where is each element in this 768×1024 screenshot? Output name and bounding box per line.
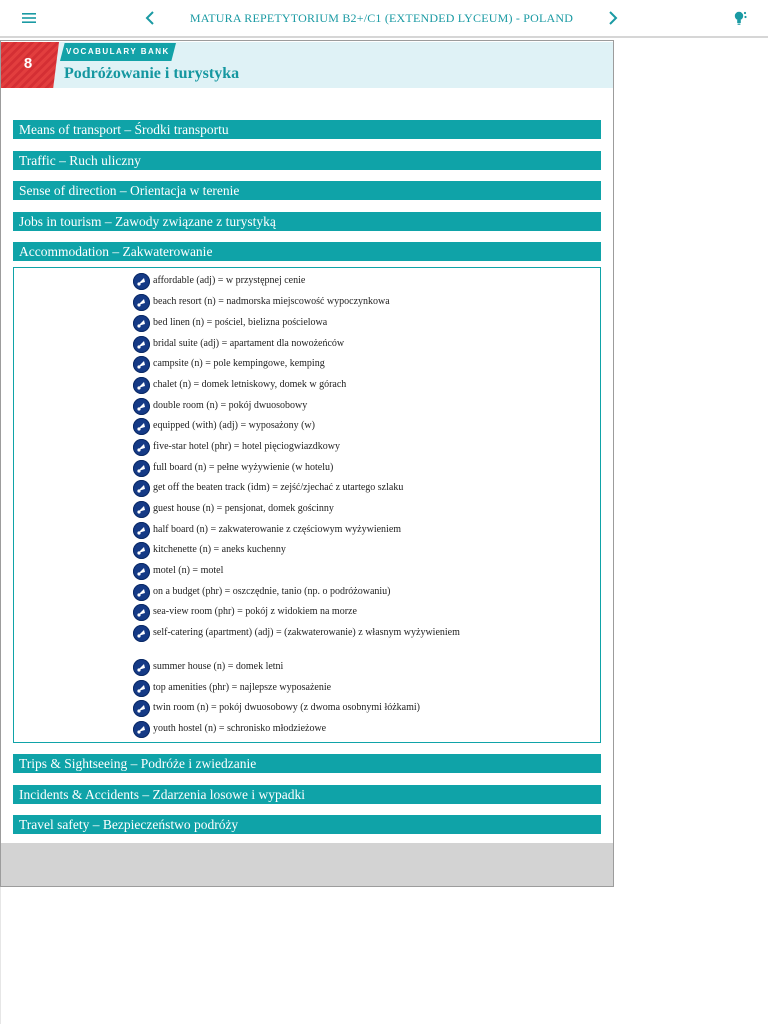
entry-text: youth hostel (n) = schronisko młodzieżowe	[153, 723, 327, 734]
speaker-icon[interactable]	[133, 721, 150, 738]
list-item	[133, 523, 463, 539]
speaker-icon[interactable]	[133, 315, 150, 332]
section-traffic[interactable]: Traffic – Ruch uliczny	[13, 151, 601, 170]
chevron-right-icon[interactable]	[603, 0, 623, 36]
speaker-icon[interactable]	[133, 563, 150, 580]
entry-text: full board (n) = pełne wyżywienie (w hotelu)	[153, 462, 334, 473]
speaker-icon[interactable]	[133, 460, 150, 477]
entry-text: sea-view room (phr) = pokój z widokiem na morze	[153, 606, 357, 617]
entry-text: bed linen (n) = pościel, bielizna pościelowa	[153, 317, 328, 328]
section-trips-sightseeing[interactable]: Trips & Sightseeing – Podróże i zwiedzanie	[13, 754, 601, 773]
speaker-icon[interactable]	[133, 480, 150, 497]
list-item	[133, 316, 463, 332]
entry-text: bridal suite (adj) = apartament dla nowożeńców	[153, 338, 345, 349]
speaker-icon[interactable]	[133, 625, 150, 642]
section-sense-of-direction[interactable]: Sense of direction – Orientacja w terenie	[13, 181, 601, 200]
list-item	[133, 564, 463, 580]
book-title: MATURA REPETYTORIUM B2+/C1 (EXTENDED LYCEUM) - POLAND	[189, 11, 574, 25]
entry-text: beach resort (n) = nadmorska miejscowość wypoczynkowa	[153, 296, 390, 307]
list-item	[133, 295, 463, 311]
speaker-icon[interactable]	[133, 356, 150, 373]
list-item	[133, 378, 463, 394]
vocabulary-bank-label: VOCABULARY BANK	[66, 47, 170, 56]
top-app-bar	[0, 0, 768, 38]
list-item	[133, 681, 463, 697]
list-item	[133, 626, 463, 642]
list-item	[133, 337, 463, 353]
list-item	[133, 701, 463, 717]
entry-text: half board (n) = zakwaterowanie z częściowym wyżywieniem	[153, 524, 402, 535]
list-item	[133, 461, 463, 477]
list-item	[133, 722, 463, 738]
chevron-left-icon[interactable]	[140, 0, 160, 36]
speaker-icon[interactable]	[133, 398, 150, 415]
entry-text: guest house (n) = pensjonat, domek gościnny	[153, 503, 334, 514]
section-travel-safety[interactable]: Travel safety – Bezpieczeństwo podróży	[13, 815, 601, 834]
chapter-number: 8	[23, 55, 33, 72]
list-item	[133, 543, 463, 559]
entry-text: double room (n) = pokój dwuosobowy	[153, 400, 308, 411]
section-means-of-transport[interactable]: Means of transport – Środki transportu	[13, 120, 601, 139]
section-accommodation[interactable]: Accommodation – Zakwaterowanie	[13, 242, 601, 261]
speaker-icon[interactable]	[133, 604, 150, 621]
entry-text: chalet (n) = domek letniskowy, domek w górach	[153, 379, 347, 390]
list-item	[133, 440, 463, 456]
speaker-icon[interactable]	[133, 418, 150, 435]
speaker-icon[interactable]	[133, 542, 150, 559]
entry-text: affordable (adj) = w przystępnej cenie	[153, 275, 306, 286]
page-footer	[0, 843, 614, 887]
entry-text: on a budget (phr) = oszczędnie, tanio (np. o podróżowaniu)	[153, 586, 391, 597]
speaker-icon[interactable]	[133, 680, 150, 697]
entry-text: motel (n) = motel	[153, 565, 224, 576]
list-item	[133, 502, 463, 518]
speaker-icon[interactable]	[133, 522, 150, 539]
speaker-icon[interactable]	[133, 501, 150, 518]
speaker-icon[interactable]	[133, 273, 150, 290]
speaker-icon[interactable]	[133, 659, 150, 676]
list-item	[133, 660, 463, 676]
speaker-icon[interactable]	[133, 584, 150, 601]
list-item	[133, 481, 463, 497]
speaker-icon[interactable]	[133, 336, 150, 353]
list-item	[133, 274, 463, 290]
list-item	[133, 399, 463, 415]
entry-text: summer house (n) = domek letni	[153, 661, 284, 672]
chapter-title: Podróżowanie i turystyka	[64, 65, 240, 82]
list-item	[133, 605, 463, 621]
speaker-icon[interactable]	[133, 439, 150, 456]
section-incidents-accidents[interactable]: Incidents & Accidents – Zdarzenia losowe i wypadki	[13, 785, 601, 804]
entry-text: campsite (n) = pole kempingowe, kemping	[153, 358, 325, 369]
speaker-icon[interactable]	[133, 377, 150, 394]
entry-text: self-catering (apartment) (adj) = (zakwaterowanie) z własnym wyżywieniem	[153, 627, 460, 638]
entry-text: equipped (with) (adj) = wyposażony (w)	[153, 420, 315, 431]
lightbulb-icon[interactable]	[727, 0, 753, 36]
speaker-icon[interactable]	[133, 294, 150, 311]
entry-text: twin room (n) = pokój dwuosobowy (z dwoma osobnymi łóżkami)	[153, 702, 420, 713]
section-jobs-in-tourism[interactable]: Jobs in tourism – Zawody związane z turystyką	[13, 212, 601, 231]
speaker-icon[interactable]	[133, 700, 150, 717]
entry-text: top amenities (phr) = najlepsze wyposażenie	[153, 682, 332, 693]
list-item	[133, 585, 463, 601]
entry-text: kitchenette (n) = aneks kuchenny	[153, 544, 286, 555]
list-item	[133, 419, 463, 435]
entry-text: five-star hotel (phr) = hotel pięciogwiazdkowy	[153, 441, 340, 452]
hamburger-icon[interactable]	[16, 0, 42, 36]
list-item	[133, 357, 463, 373]
entry-text: get off the beaten track (idm) = zejść/zjechać z utartego szlaku	[153, 482, 404, 493]
